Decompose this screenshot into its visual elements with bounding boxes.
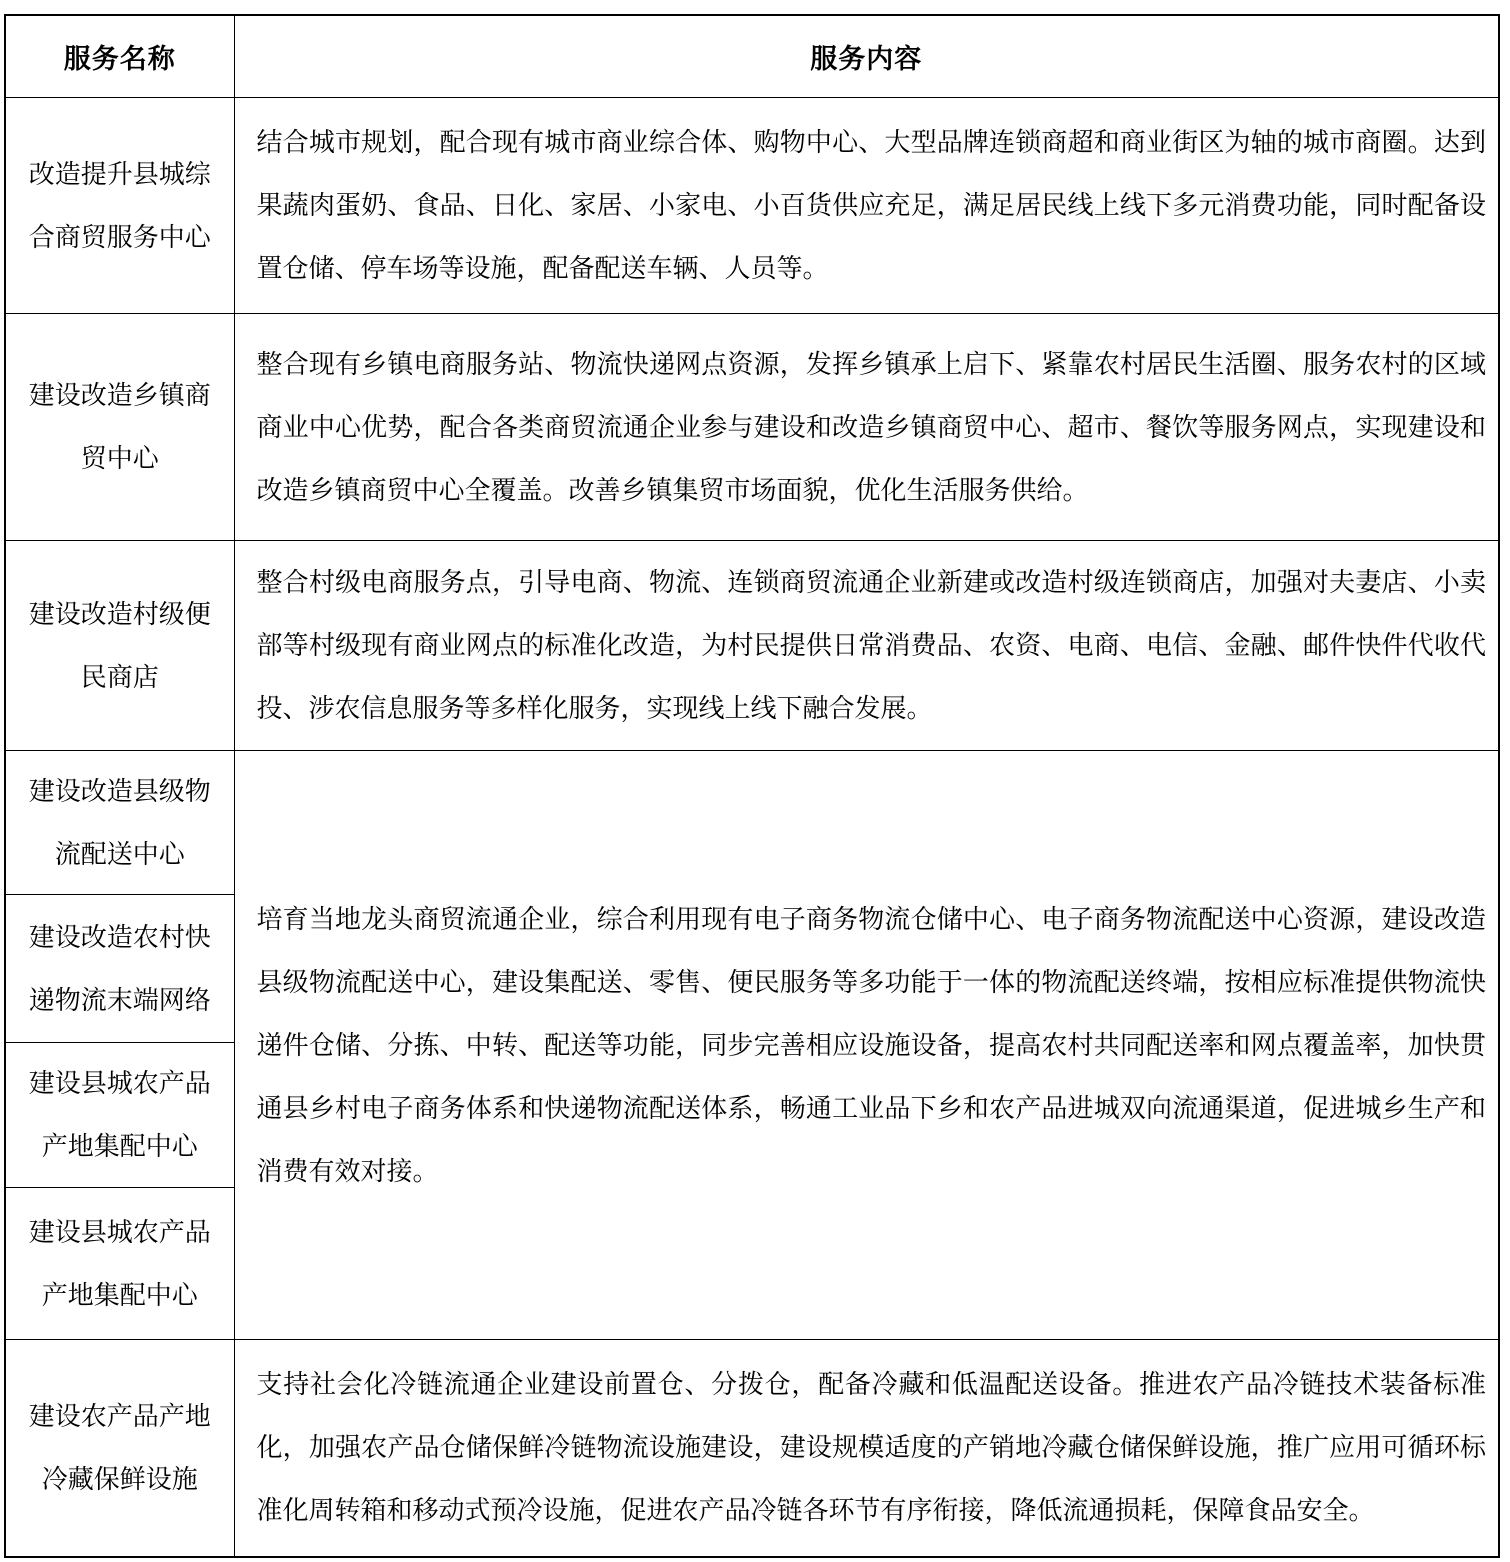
table-row bbox=[5, 1340, 1499, 1557]
column-header-service-name: 服务名称 bbox=[5, 15, 234, 98]
table-row bbox=[5, 314, 1499, 541]
service-content-cell: 整合村级电商服务点，引导电商、物流、连锁商贸流通企业新建或改造村级连锁商店，加强对夫妻店、小卖部等村级现有商业网点的标准化改造，为村民提供日常消费品、农资、电商、电信、金融、邮件快件代收代投、涉农信息服务等多样化服务，实现线上线下融合发展。 bbox=[234, 541, 1499, 751]
table-row bbox=[5, 98, 1499, 314]
table-row bbox=[5, 541, 1499, 751]
service-name-cell: 改造提升县城综合商贸服务中心 bbox=[5, 98, 234, 314]
service-name-cell: 建设县城农产品产地集配中心 bbox=[5, 1043, 234, 1188]
service-name-cell: 建设改造县级物流配送中心 bbox=[5, 751, 234, 895]
service-name-cell: 建设改造乡镇商贸中心 bbox=[5, 314, 234, 541]
service-content-cell: 结合城市规划，配合现有城市商业综合体、购物中心、大型品牌连锁商超和商业街区为轴的城市商圈。达到果蔬肉蛋奶、食品、日化、家居、小家电、小百货供应充足，满足居民线上线下多元消费功能，同时配备设置仓储、停车场等设施，配备配送车辆、人员等。 bbox=[234, 98, 1499, 314]
service-content-cell: 支持社会化冷链流通企业建设前置仓、分拨仓，配备冷藏和低温配送设备。推进农产品冷链技术装备标准化，加强农产品仓储保鲜冷链物流设施建设，建设规模适度的产销地冷藏仓储保鲜设施，推广应用可循环标准化周转箱和移动式预冷设施，促进农产品冷链各环节有序衔接，降低流通损耗，保障食品安全。 bbox=[234, 1340, 1499, 1557]
service-name-cell: 建设县城农产品产地集配中心 bbox=[5, 1188, 234, 1340]
service-name-cell: 建设改造农村快递物流末端网络 bbox=[5, 895, 234, 1043]
table-row bbox=[5, 751, 1499, 895]
service-name-cell: 建设改造村级便民商店 bbox=[5, 541, 234, 751]
services-table bbox=[4, 14, 1500, 1558]
service-content-cell: 整合现有乡镇电商服务站、物流快递网点资源，发挥乡镇承上启下、紧靠农村居民生活圈、服务农村的区域商业中心优势，配合各类商贸流通企业参与建设和改造乡镇商贸中心、超市、餐饮等服务网点，实现建设和改造乡镇商贸中心全覆盖。改善乡镇集贸市场面貌，优化生活服务供给。 bbox=[234, 314, 1499, 541]
service-content-cell-merged: 培育当地龙头商贸流通企业，综合利用现有电子商务物流仓储中心、电子商务物流配送中心资源，建设改造县级物流配送中心，建设集配送、零售、便民服务等多功能于一体的物流配送终端，按相应标准提供物流快递件仓储、分拣、中转、配送等功能，同步完善相应设施设备，提高农村共同配送率和网点覆盖率，加快贯通县乡村电子商务体系和快递物流配送体系，畅通工业品下乡和农产品进城双向流通渠道，促进城乡生产和消费有效对接。 bbox=[234, 751, 1499, 1340]
table-header-row bbox=[5, 15, 1499, 98]
service-name-cell: 建设农产品产地冷藏保鲜设施 bbox=[5, 1340, 234, 1557]
column-header-service-content: 服务内容 bbox=[234, 15, 1499, 98]
